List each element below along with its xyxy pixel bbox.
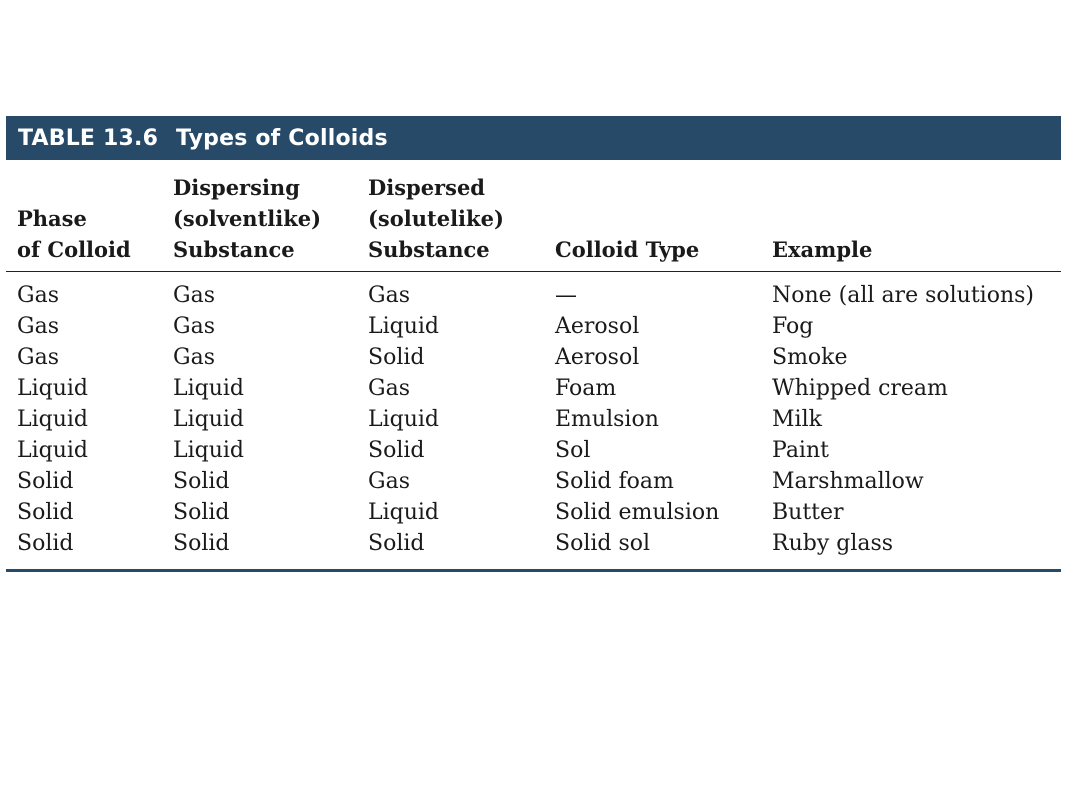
table-title-bar	[6, 116, 1061, 160]
table-number: TABLE 13.6	[18, 125, 159, 151]
cell-example: Ruby glass	[772, 531, 894, 556]
cell-dispersed: Gas	[368, 469, 410, 494]
header-dispersing-substance	[173, 160, 368, 272]
header-line: Substance	[368, 237, 490, 262]
cell-dispersed: Solid	[368, 531, 425, 556]
cell-phase: Solid	[17, 531, 74, 556]
cell-colloid-type: Solid emulsion	[555, 500, 720, 525]
cell-example: Whipped cream	[772, 376, 948, 401]
cell-phase: Liquid	[17, 407, 89, 432]
table-row	[6, 342, 1061, 373]
table-bottom-rule	[6, 569, 1061, 572]
table-title: Types of Colloids	[176, 125, 388, 151]
cell-dispersing: Solid	[173, 531, 230, 556]
header-colloid-type	[555, 160, 772, 272]
cell-colloid-type: Aerosol	[555, 314, 640, 339]
cell-example: Marshmallow	[772, 469, 924, 494]
header-line: of Colloid	[17, 237, 131, 262]
table-row	[6, 311, 1061, 342]
colloids-table-container	[6, 116, 1061, 572]
cell-dispersing: Liquid	[173, 376, 245, 401]
table-header	[6, 160, 1061, 272]
cell-example: Milk	[772, 407, 822, 432]
header-line: Phase	[17, 206, 87, 231]
cell-example: Butter	[772, 500, 844, 525]
cell-example: None (all are solutions)	[772, 283, 1034, 308]
cell-colloid-type: Emulsion	[555, 407, 659, 432]
header-line: (solventlike)	[173, 206, 322, 231]
cell-phase: Gas	[17, 314, 59, 339]
cell-phase: Solid	[17, 500, 74, 525]
header-line: Dispersing	[173, 175, 300, 200]
table-row	[6, 528, 1061, 569]
table-row	[6, 435, 1061, 466]
cell-dispersing: Gas	[173, 345, 215, 370]
table-body	[6, 272, 1061, 570]
table-row	[6, 373, 1061, 404]
header-example	[772, 160, 1061, 272]
header-line: (solutelike)	[368, 206, 504, 231]
header-phase-of-colloid	[6, 160, 173, 272]
cell-example: Paint	[772, 438, 829, 463]
cell-dispersed: Gas	[368, 283, 410, 308]
cell-dispersing: Gas	[173, 283, 215, 308]
table-row	[6, 404, 1061, 435]
cell-phase: Gas	[17, 345, 59, 370]
cell-colloid-type: —	[555, 283, 577, 308]
cell-phase: Liquid	[17, 438, 89, 463]
cell-colloid-type: Sol	[555, 438, 591, 463]
cell-colloid-type: Aerosol	[555, 345, 640, 370]
cell-dispersing: Liquid	[173, 407, 245, 432]
header-line: Substance	[173, 237, 295, 262]
header-dispersed-substance	[368, 160, 555, 272]
header-line: Example	[772, 237, 873, 262]
header-line: Colloid Type	[555, 237, 700, 262]
cell-phase: Solid	[17, 469, 74, 494]
cell-dispersing: Gas	[173, 314, 215, 339]
colloids-table	[6, 160, 1061, 569]
cell-colloid-type: Solid foam	[555, 469, 674, 494]
cell-phase: Liquid	[17, 376, 89, 401]
cell-dispersed: Liquid	[368, 314, 440, 339]
cell-colloid-type: Foam	[555, 376, 617, 401]
cell-dispersed: Liquid	[368, 407, 440, 432]
cell-example: Smoke	[772, 345, 848, 370]
cell-dispersing: Solid	[173, 500, 230, 525]
header-row	[6, 160, 1061, 272]
cell-dispersed: Liquid	[368, 500, 440, 525]
cell-colloid-type: Solid sol	[555, 531, 651, 556]
cell-dispersing: Solid	[173, 469, 230, 494]
table-row	[6, 497, 1061, 528]
table-row	[6, 466, 1061, 497]
cell-dispersing: Liquid	[173, 438, 245, 463]
cell-example: Fog	[772, 314, 814, 339]
cell-dispersed: Gas	[368, 376, 410, 401]
cell-dispersed: Solid	[368, 438, 425, 463]
header-line: Dispersed	[368, 175, 485, 200]
cell-dispersed: Solid	[368, 345, 425, 370]
table-row	[6, 272, 1061, 312]
cell-phase: Gas	[17, 283, 59, 308]
